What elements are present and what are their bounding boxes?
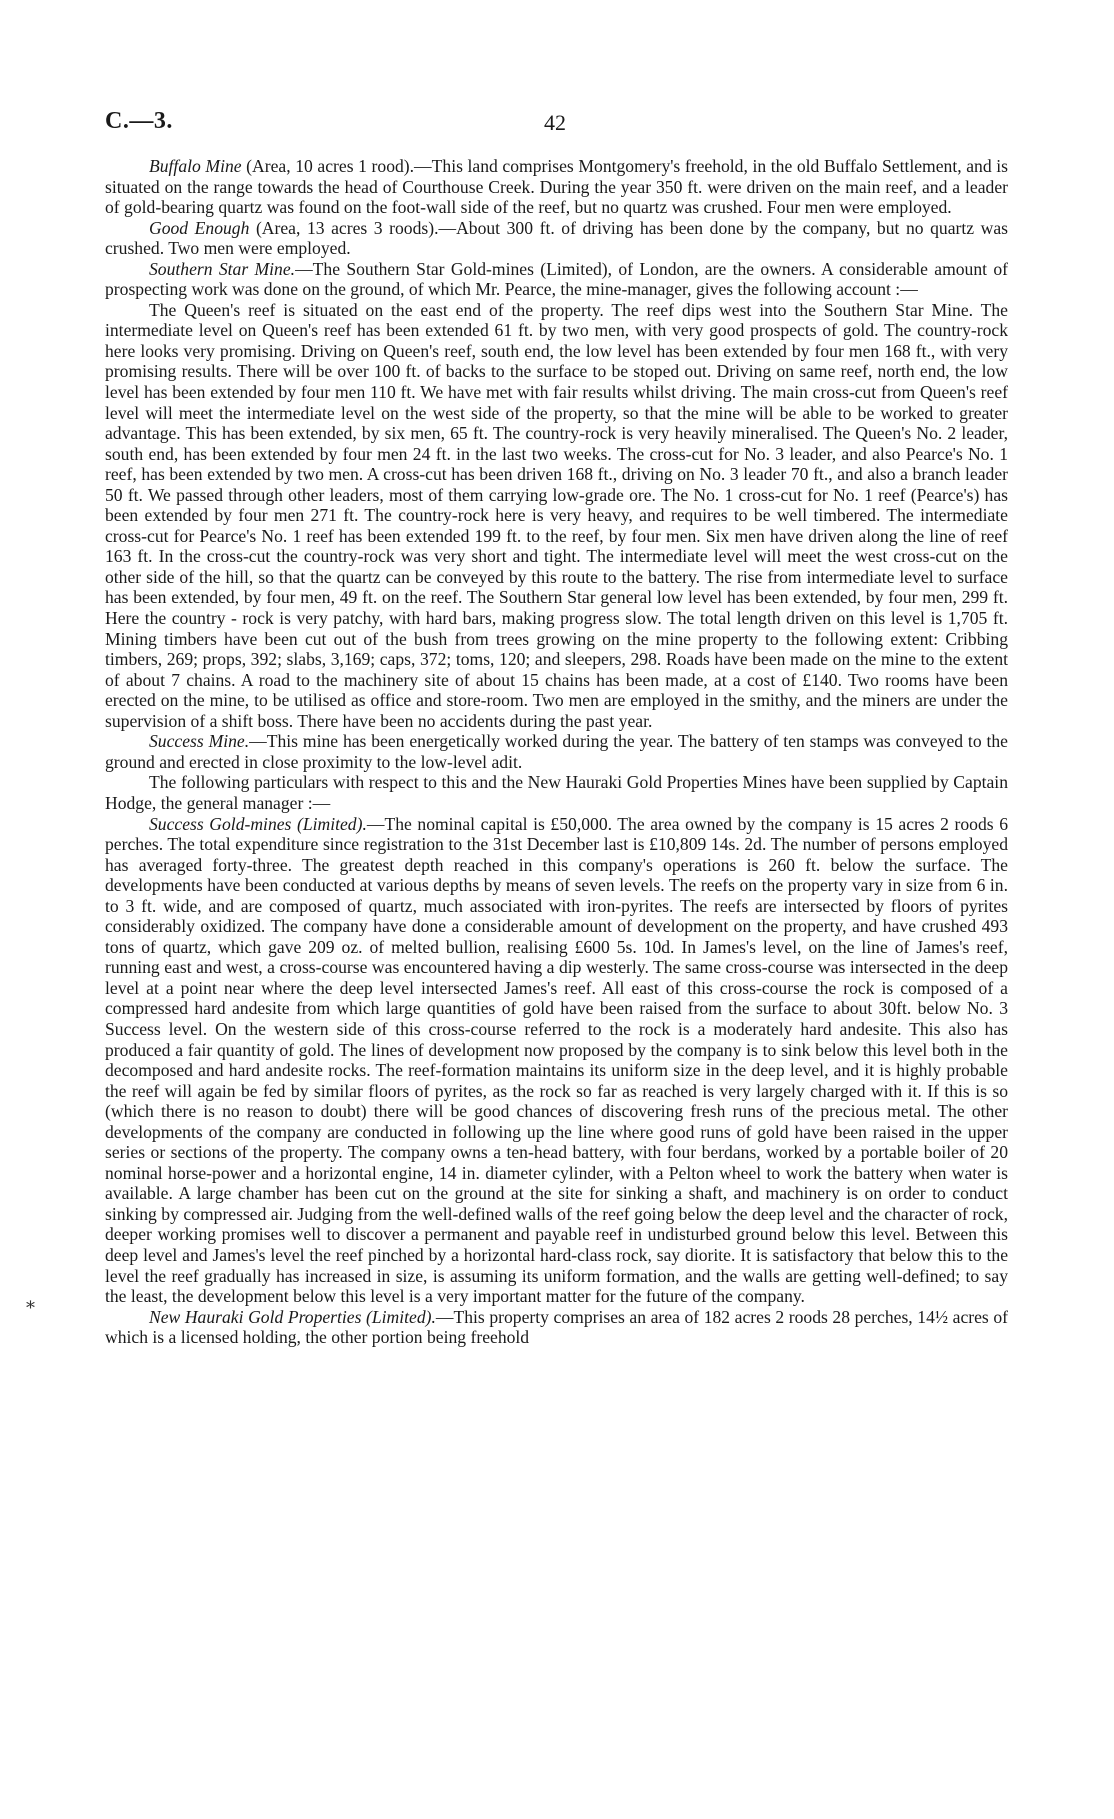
paragraph-text: —The Southern Star Gold-mines (Limited), of London, are the owners. A considerable amount of prospecting work was done on the ground, of which Mr. Pearce, the mine-manager, gives the following account :—	[105, 258, 1009, 300]
document-reference: C.—3.	[105, 108, 173, 134]
page-number: 42	[544, 110, 566, 135]
paragraph-title: Southern Star Mine.	[149, 258, 296, 279]
paragraph-text: (Area, 13 acres 3 roods).—About 300 ft. of driving has been done by the company, but no quartz was crushed. Two men were employed.	[105, 217, 1008, 259]
paragraph-title: Success Gold-mines (Limited).	[149, 813, 367, 834]
paragraph-title: New Hauraki Gold Properties (Limited).	[149, 1306, 436, 1327]
paragraph-title: Success Mine.	[149, 731, 250, 752]
margin-mark: ⁎	[26, 1292, 35, 1312]
paragraph-title: Good Enough	[149, 217, 250, 238]
paragraph-queens-reef-account	[105, 300, 1008, 731]
paragraph-text: —This property comprises an area of 182 acres 2 roods 28 perches, 14½ acres of which is a licensed holding, the other portion being freehold	[105, 1306, 1008, 1348]
paragraph-text: —This mine has been energetically worked during the year. The battery of ten stamps was conveyed to the ground and erected in close proximity to the low-level adit.	[105, 731, 1008, 772]
paragraph-text: —The nominal capital is £50,000. The area owned by the company is 15 acres 2 roods 6 perches. The total expenditure since registration to the 31st December last is £10,809 14s. 2d. The number of persons employed has averaged forty-three. The greatest depth reached in this company's operations is 260 ft. below the surface. The developments have been conducted at various depths by means of seven levels. The reefs on the property vary in size from 6 in. to 3 ft. wide, and are composed of quartz, much associated with iron-pyrites. The reefs are intersected by floors of pyrites considerably oxidized. The company have done a considerable amount of development on the property, and have crushed 493 tons of quartz, which gave 209 oz. of melted bullion, realising £600 5s. 10d. In James's level, on the line of James's reef, running east and west, a cross-course was encountered having a dip westerly. The same cross-course was intersected in the deep level at a point near where the deep level intersected James's reef. All east of this cross-course the rock is composed of a compressed hard andesite from which large quantities of gold have been raised from the surface to about 30ft. below No. 3 Success level. On the western side of this cross-course referred to the rock is a moderately hard andesite. This also has produced a fair quantity of gold. The lines of development now proposed by the company is to sink below this level both in the decomposed and hard andesite rocks. The reef-formation maintains its uniform size in the deep level, and it is highly probable the reef will again be fed by similar floors of pyrites, as the rock so far as reached is very largely charged with it. If this is so (which there is no reason to doubt) there will be good chances of discovering fresh runs of the precious metal. The other developments of the company are conducted in following up the line where good runs of gold have been raised in the upper series or sections of the property. The company owns a ten-head battery, with four berdans, worked by a portable boiler of 20 nominal horse-power and a horizontal engine, 14 in. diameter cylinder, with a Pelton wheel to work the battery when water is available. A large chamber has been cut on the ground at the site for sinking a shaft, and machinery is on order to conduct sinking by compressed air. Judging from the well-defined walls of the reef going below the deep level and the character of rock, deeper working promises well to discover a permanent and payable reef in undisturbed ground below this level. Between this deep level and James's level the reef pinched by a horizontal hard-class rock, say diorite. It is satisfactory that below this to the level the reef gradually has increased in size, is assuming its uniform formation, and the walls are getting well-defined; to say the least, the development below this level is a very important matter for the future of the company.	[105, 813, 1008, 1307]
paragraph-buffalo-mine	[105, 156, 1008, 218]
paragraph-title: Buffalo Mine	[149, 156, 242, 176]
body-text	[105, 156, 1008, 1348]
paragraph-good-enough	[105, 218, 1008, 259]
paragraph-success-mine	[105, 731, 1008, 772]
paragraph-text: (Area, 10 acres 1 rood).—This land comprises Montgomery's freehold, in the old Buffalo Settlement, and is situated on the range towards the head of Courthouse Creek. During the year 350 ft. were driven on the main reef, and a leader of gold-bearing quartz was found on the foot-wall side of the reef, but no quartz was crushed. Four men were employed.	[105, 156, 1008, 218]
paragraph-southern-star-mine	[105, 259, 1008, 300]
paragraph-success-gold-mines	[105, 814, 1008, 1307]
paragraph-text: The Queen's reef is situated on the east end of the property. The reef dips west into the Southern Star Mine. The intermediate level on Queen's reef has been extended 61 ft. by two men, with very good prospects of gold. The country-rock here looks very promising. Driving on Queen's reef, south end, the low level has been extended by four men 168 ft., with very promising results. There will be over 100 ft. of backs to the surface to be stoped out. Driving on same reef, north end, the low level has been extended by four men 110 ft. We have met with fair results whilst driving. The main cross-cut from Queen's reef level will meet the intermediate level on the west side of the property, so that the mine will be able to be worked to greater advantage. This has been extended, by six men, 65 ft. The country-rock is very heavily mineralised. The Queen's No. 2 leader, south end, has been extended by four men 24 ft. in the last two weeks. The cross-cut for No. 3 leader, and also Pearce's No. 1 reef, has been extended by two men. A cross-cut has been driven 168 ft., driving on No. 3 leader 70 ft., and also a branch leader 50 ft. We passed through other leaders, most of them carrying low-grade ore. The No. 1 cross-cut for No. 1 reef (Pearce's) has been extended by four men 271 ft. The country-rock here is very heavy, and requires to be well timbered. The intermediate cross-cut for Pearce's No. 1 reef has been extended 199 ft. to the reef, by four men. Six men have driven along the line of reef 163 ft. In the cross-cut the country-rock was very short and tight. The intermediate level will meet the west cross-cut on the other side of the hill, so that the quartz can be conveyed by this route to the battery. The rise from intermediate level to surface has been extended, by four men, 49 ft. on the reef. The Southern Star general low level has been extended, by four men, 299 ft. Here the country - rock is very patchy, with hard bars, making progress slow. The total length driven on this level is 1,705 ft. Mining timbers have been cut out of the bush from trees growing on the mine property to the following extent: Cribbing timbers, 269; props, 392; slabs, 3,169; caps, 372; toms, 120; and sleepers, 298. Roads have been made on the mine to the extent of about 7 chains. A road to the machinery site of about 15 chains has been made, at a cost of £140. Two rooms have been erected on the mine, to be utilised as office and store-room. Two men are employed in the smithy, and the miners are under the supervision of a shift boss. There have been no accidents during the past year.	[105, 299, 1008, 731]
paragraph-text: The following particulars with respect to this and the New Hauraki Gold Properties Mines have been supplied by Captain Hodge, the general manager :—	[105, 772, 1008, 813]
page-header	[105, 108, 1005, 140]
paragraph-captain-hodge	[105, 772, 1008, 813]
paragraph-new-hauraki	[105, 1307, 1008, 1348]
